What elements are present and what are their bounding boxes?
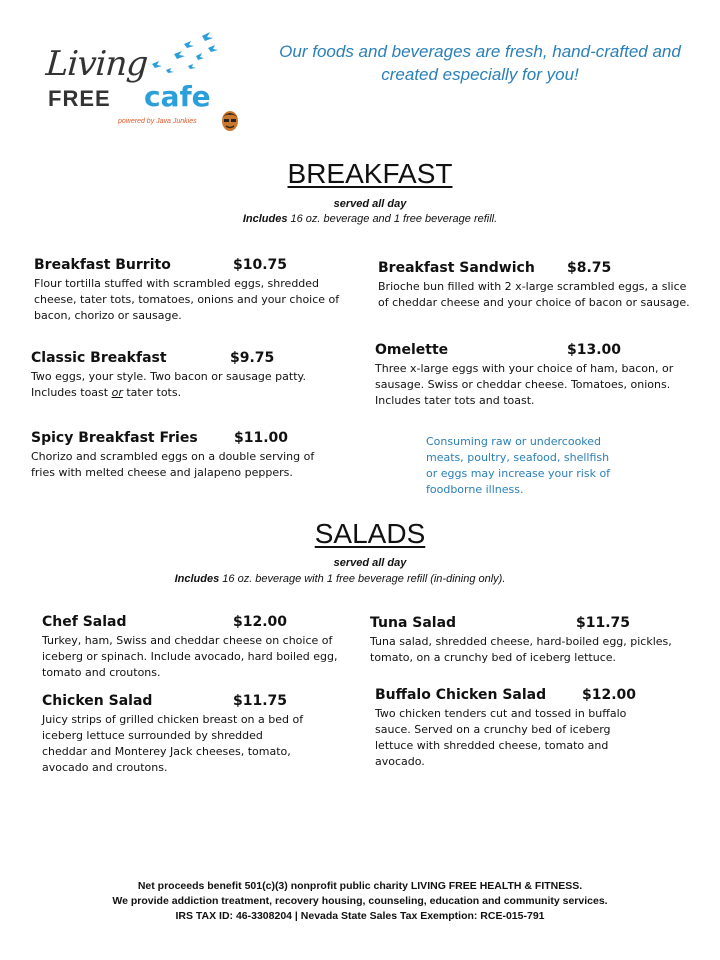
warning-line: or eggs may increase your risk of xyxy=(426,467,611,480)
item-desc-classic-breakfast xyxy=(31,369,351,401)
warning-line: foodborne illness. xyxy=(426,483,524,496)
desc-line: iceberg or spinach. Include avocado, hard boiled egg, xyxy=(42,650,338,663)
desc-line: Juicy strips of grilled chicken breast on a bed of xyxy=(42,713,304,726)
desc-line: Brioche bun filled with 2 x-large scrambled eggs, a slice xyxy=(378,280,687,293)
desc-line: avocado and croutons. xyxy=(42,761,168,774)
salads-title: SALADS xyxy=(314,518,426,549)
desc-line: iceberg lettuce surrounded by shredded xyxy=(42,729,263,742)
salads-includes-label: Includes xyxy=(174,573,220,585)
item-price-spicy-breakfast-fries: $11.00 xyxy=(234,430,289,446)
desc-line: cheese, tater tots, tomatoes, onions and your choice of xyxy=(34,293,340,306)
item-name-classic-breakfast: Classic Breakfast xyxy=(31,350,167,366)
tagline-line-2: created especially for you! xyxy=(381,65,579,84)
item-name-buffalo-chicken-salad: Buffalo Chicken Salad xyxy=(375,687,547,703)
desc-line: bacon, chorizo or sausage. xyxy=(34,309,182,322)
item-price-chef-salad: $12.00 xyxy=(233,614,288,630)
salads-served: served all day xyxy=(333,557,407,569)
item-price-classic-breakfast: $9.75 xyxy=(230,350,275,366)
item-name-breakfast-burrito: Breakfast Burrito xyxy=(34,257,171,273)
logo-living-text: Living xyxy=(44,44,149,84)
footer-line-1: Net proceeds benefit 501(c)(3) nonprofit public charity LIVING FREE HEALTH & FITNESS. xyxy=(137,880,583,892)
item-name-tuna-salad: Tuna Salad xyxy=(370,615,457,631)
breakfast-served: served all day xyxy=(333,198,407,210)
breakfast-title: BREAKFAST xyxy=(287,158,453,189)
breakfast-includes xyxy=(100,213,640,225)
tagline xyxy=(265,40,695,86)
consumer-warning xyxy=(426,434,626,498)
desc-line: Includes tater tots and toast. xyxy=(375,394,535,407)
desc-line: Two eggs, your style. Two bacon or sausage patty. xyxy=(31,370,306,383)
item-desc-omelette xyxy=(375,361,695,409)
item-price-breakfast-burrito: $10.75 xyxy=(233,257,288,273)
desc-line: Chorizo and scrambled eggs on a double serving of xyxy=(31,450,315,463)
item-price-buffalo-chicken-salad: $12.00 xyxy=(582,687,637,703)
warning-line: meats, poultry, seafood, shellfish xyxy=(426,451,610,464)
logo-powered-by-text: powered by Java Junkies xyxy=(118,118,197,125)
salads-includes-text: 16 oz. beverage with 1 free beverage refill (in-dining only). xyxy=(219,573,506,585)
footer-line-3: IRS TAX ID: 46-3308204 | Nevada State Sales Tax Exemption: RCE-015-791 xyxy=(175,910,545,922)
desc-text: Includes toast xyxy=(31,386,112,399)
desc-line: avocado. xyxy=(375,755,425,768)
warning-line: Consuming raw or undercooked xyxy=(426,435,602,448)
desc-line: tomato and croutons. xyxy=(42,666,161,679)
desc-line: Flour tortilla stuffed with scrambled eggs, shredded xyxy=(34,277,320,290)
item-desc-breakfast-burrito xyxy=(34,276,354,324)
birds-icon xyxy=(144,30,224,80)
desc-line: Turkey, ham, Swiss and cheddar cheese on choice of xyxy=(42,634,333,647)
item-name-breakfast-sandwich: Breakfast Sandwich xyxy=(378,260,535,276)
item-desc-breakfast-sandwich xyxy=(378,279,708,311)
item-price-omelette: $13.00 xyxy=(567,342,622,358)
item-desc-chef-salad xyxy=(42,633,352,681)
item-desc-tuna-salad xyxy=(370,634,700,666)
item-name-chef-salad: Chef Salad xyxy=(42,614,127,630)
desc-line: tomato, on a crunchy bed of iceberg lettuce. xyxy=(370,651,617,664)
salads-includes xyxy=(80,573,600,585)
desc-line: sauce. Served on a crunchy bed of iceberg xyxy=(375,723,611,736)
item-price-chicken-salad: $11.75 xyxy=(233,693,288,709)
footer xyxy=(60,879,660,924)
desc-text: tater tots. xyxy=(122,386,182,399)
logo-free-text: FREE xyxy=(48,86,111,111)
breakfast-includes-label: Includes xyxy=(242,213,288,225)
desc-line: Tuna salad, shredded cheese, hard-boiled egg, pickles, xyxy=(370,635,672,648)
desc-line: fries with melted cheese and jalapeno peppers. xyxy=(31,466,293,479)
item-name-chicken-salad: Chicken Salad xyxy=(42,693,153,709)
item-name-spicy-breakfast-fries: Spicy Breakfast Fries xyxy=(31,430,198,446)
item-price-tuna-salad: $11.75 xyxy=(576,615,631,631)
desc-line xyxy=(31,385,351,401)
desc-line: Three x-large eggs with your choice of ham, bacon, or xyxy=(375,362,674,375)
desc-line: of cheddar cheese and your choice of bacon or sausage. xyxy=(378,296,690,309)
item-name-omelette: Omelette xyxy=(375,342,449,358)
footer-line-2: We provide addiction treatment, recovery housing, counseling, education and community services. xyxy=(112,895,608,907)
item-desc-spicy-breakfast-fries xyxy=(31,449,351,481)
breakfast-includes-text: 16 oz. beverage and 1 free beverage refill. xyxy=(287,213,498,225)
desc-or-emphasis: or xyxy=(111,386,123,399)
desc-line: cheddar and Monterey Jack cheeses, tomato, xyxy=(42,745,291,758)
item-desc-chicken-salad xyxy=(42,712,352,776)
item-desc-buffalo-chicken-salad xyxy=(375,706,685,770)
java-junkies-face-icon xyxy=(220,110,240,132)
living-free-cafe-logo xyxy=(44,30,254,140)
desc-line: sausage. Swiss or cheddar cheese. Tomatoes, onions. xyxy=(375,378,671,391)
desc-line: lettuce with shredded cheese, tomato and xyxy=(375,739,609,752)
item-price-breakfast-sandwich: $8.75 xyxy=(567,260,612,276)
logo-cafe-text: cafe xyxy=(144,80,211,113)
tagline-line-1: Our foods and beverages are fresh, hand-crafted and xyxy=(279,42,681,61)
desc-line: Two chicken tenders cut and tossed in buffalo xyxy=(375,707,627,720)
